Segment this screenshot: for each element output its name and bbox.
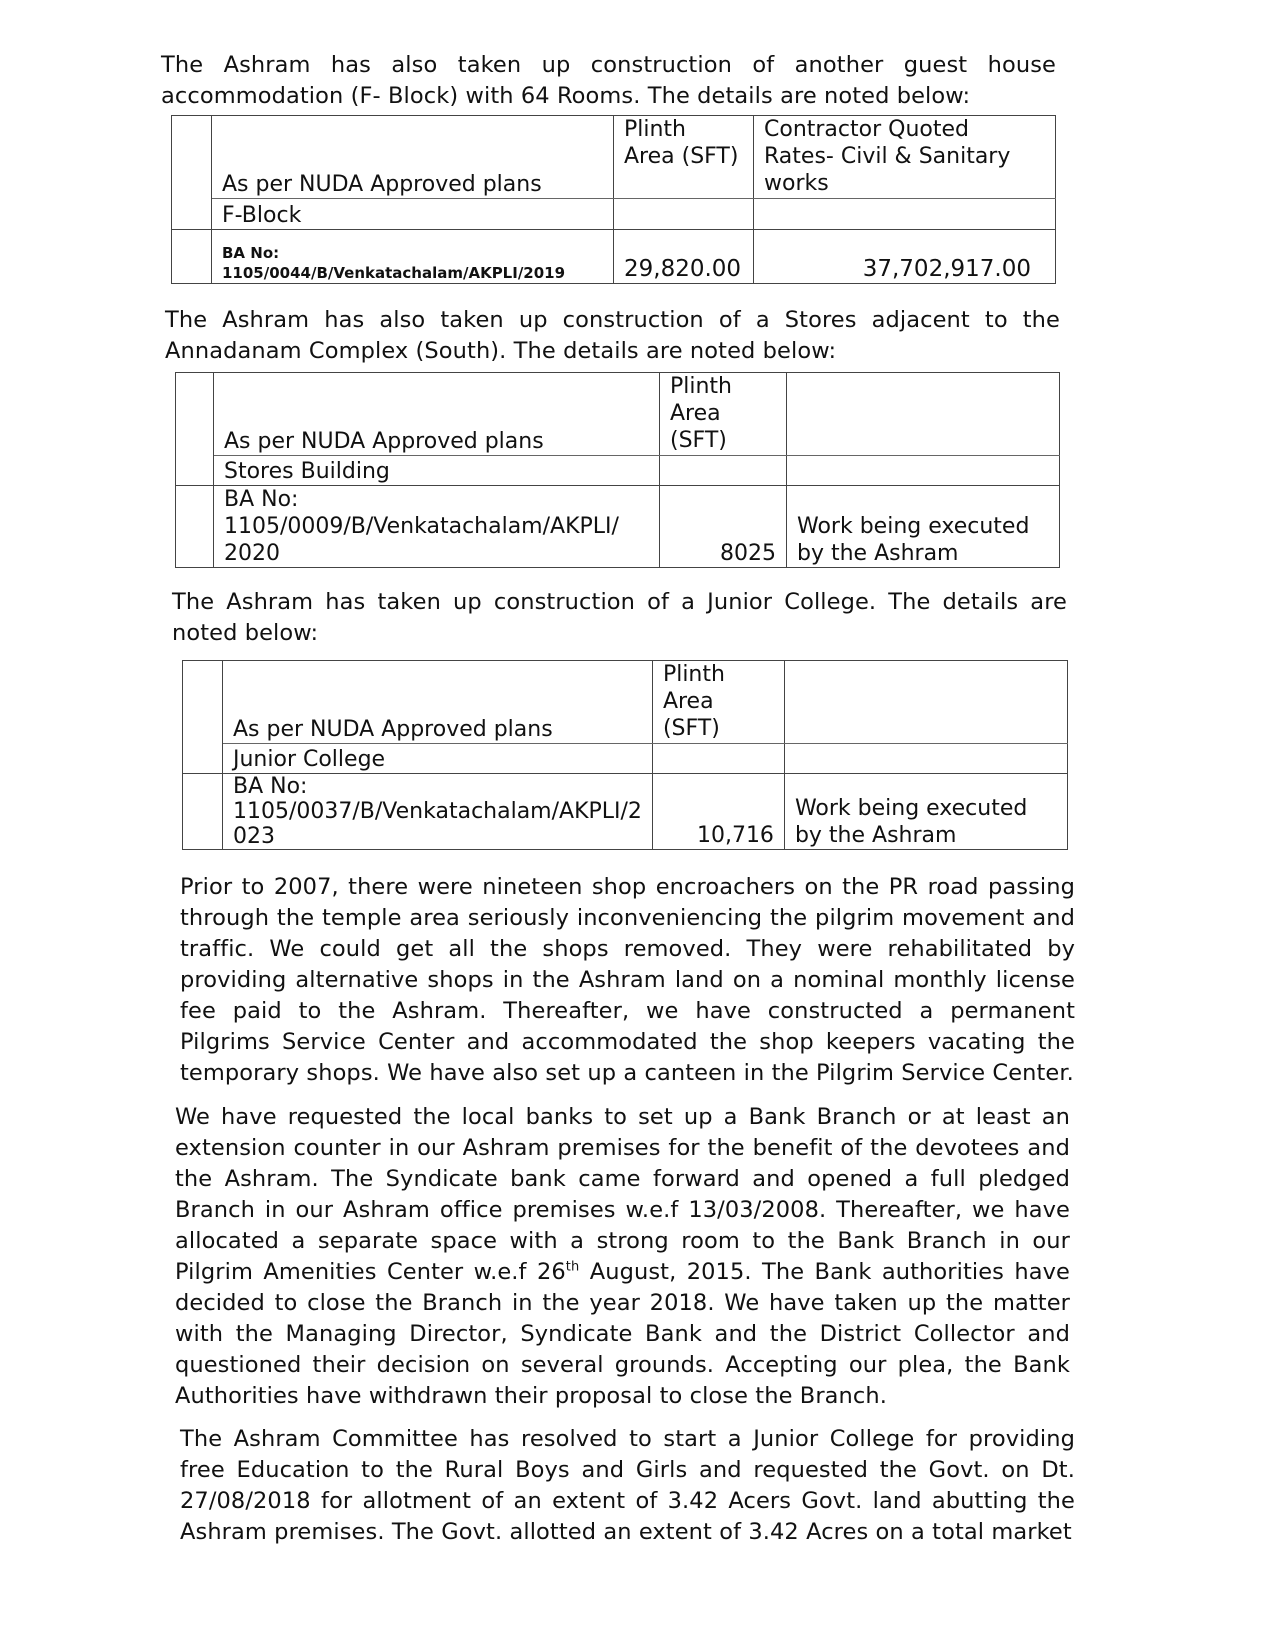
header-plinth-area: Plinth Area (SFT) [652, 661, 784, 744]
rate-value: 37,702,917.00 [754, 230, 1056, 284]
header-plans: As per NUDA Approved plans [223, 661, 653, 744]
header-plans: As per NUDA Approved plans [212, 116, 614, 199]
header-empty [784, 661, 1067, 744]
shop-encroachers-paragraph: Prior to 2007, there were nineteen shop encroachers on the PR road passing through the temple area seriously inconveniencing the pilgrim movement and traffic. We could get all the shops removed. They were rehabilitated by providing alternative shops in the Ashram land on a nominal monthly license fee paid to the Ashram. Thereafter, we have constructed a permanent Pilgrims Service Center and accommodated the shop keepers vacating the temporary shops. We have also set up a canteen in the Pilgrim Service Center. [180, 874, 1075, 1086]
plinth-area-value: 8025 [660, 486, 787, 568]
ba-number: 1105/0037/B/Venkatachalam/AKPLI/2 023 [233, 799, 642, 849]
plinth-area-value: 10,716 [652, 774, 784, 850]
stores-intro: The Ashram has also taken up construction of a Stores adjacent to the Annadanam Complex (South). The details are noted below: [165, 307, 1060, 364]
bank-text-part2: August, 2015. The Bank authorities have decided to close the Branch in the year 2018. We have taken up the matter with the Managing Director, Syndicate Bank and the District Collector and questioned their decision on several grounds. Accepting our plea, the Bank Authorities have withdrawn their proposal to close the Branch. [175, 1259, 1070, 1409]
empty-cell [652, 744, 784, 774]
header-empty [787, 373, 1060, 456]
table-row [176, 456, 1060, 486]
header-plans: As per NUDA Approved plans [214, 373, 660, 456]
ba-number-cell [223, 774, 653, 850]
college-intro: The Ashram has taken up construction of a Junior College. The details are noted below: [172, 589, 1067, 646]
table-row [183, 744, 1068, 774]
table-row [172, 230, 1056, 284]
status-cell: Work being executed by the Ashram [787, 486, 1060, 568]
status-cell: Work being executed by the Ashram [784, 774, 1067, 850]
ba-number-cell [212, 230, 614, 284]
header-plinth-area: Plinth Area (SFT) [660, 373, 787, 456]
ba-label: BA No: [224, 487, 299, 512]
ba-label: BA No: [222, 244, 280, 262]
table-header-row [176, 373, 1060, 456]
stores-table [175, 372, 1060, 568]
bank-branch-paragraph [175, 1102, 1070, 1412]
ordinal-suffix: th [565, 1259, 580, 1275]
table-header-row [183, 661, 1068, 744]
table-row [183, 774, 1068, 850]
building-name: F-Block [212, 199, 614, 230]
index-cell [183, 774, 223, 850]
ba-number-cell [214, 486, 660, 568]
f-block-intro: The Ashram has also taken up construction of another guest house accommodation (F- Block) with 64 Rooms. The details are noted below: [161, 52, 1056, 109]
building-name: Junior College [223, 744, 653, 774]
table-row [172, 199, 1056, 230]
empty-cell [754, 199, 1056, 230]
junior-college-paragraph: The Ashram Committee has resolved to start a Junior College for providing free Education to the Rural Boys and Girls and requested the Govt. on Dt. 27/08/2018 for allotment of an extent of 3.42 Acers Govt. land abutting the Ashram premises. The Govt. allotted an extent of 3.42 Acres on a total market [180, 1426, 1075, 1545]
empty-cell [787, 456, 1060, 486]
empty-cell [784, 744, 1067, 774]
plinth-area-value: 29,820.00 [614, 230, 754, 284]
index-cell [176, 373, 214, 486]
table-header-row [172, 116, 1056, 199]
index-cell [172, 116, 212, 230]
bank-text-part1: We have requested the local banks to set up a Bank Branch or at least an extension counter in our Ashram premises for the benefit of the devotees and the Ashram. The Syndicate bank came forward and opened a full pledged Branch in our Ashram office premises w.e.f 13/03/2008. Thereafter, we have allocated a separate space with a strong room to the Bank Branch in our Pilgrim Amenities Center w.e.f 26 [175, 1104, 1070, 1285]
index-cell [183, 661, 223, 774]
index-cell [176, 486, 214, 568]
ba-number: 1105/0044/B/Venkatachalam/AKPLI/2019 [222, 264, 566, 282]
college-table [182, 660, 1068, 850]
ba-number: 1105/0009/B/Venkatachalam/AKPLI/ 2020 [224, 514, 619, 566]
ba-label: BA No: [233, 774, 308, 799]
empty-cell [660, 456, 787, 486]
header-contractor-rates: Contractor Quoted Rates- Civil & Sanitary works [754, 116, 1056, 199]
building-name: Stores Building [214, 456, 660, 486]
f-block-table [171, 115, 1056, 284]
table-row [176, 486, 1060, 568]
empty-cell [614, 199, 754, 230]
index-cell [172, 230, 212, 284]
header-plinth-area: Plinth Area (SFT) [614, 116, 754, 199]
